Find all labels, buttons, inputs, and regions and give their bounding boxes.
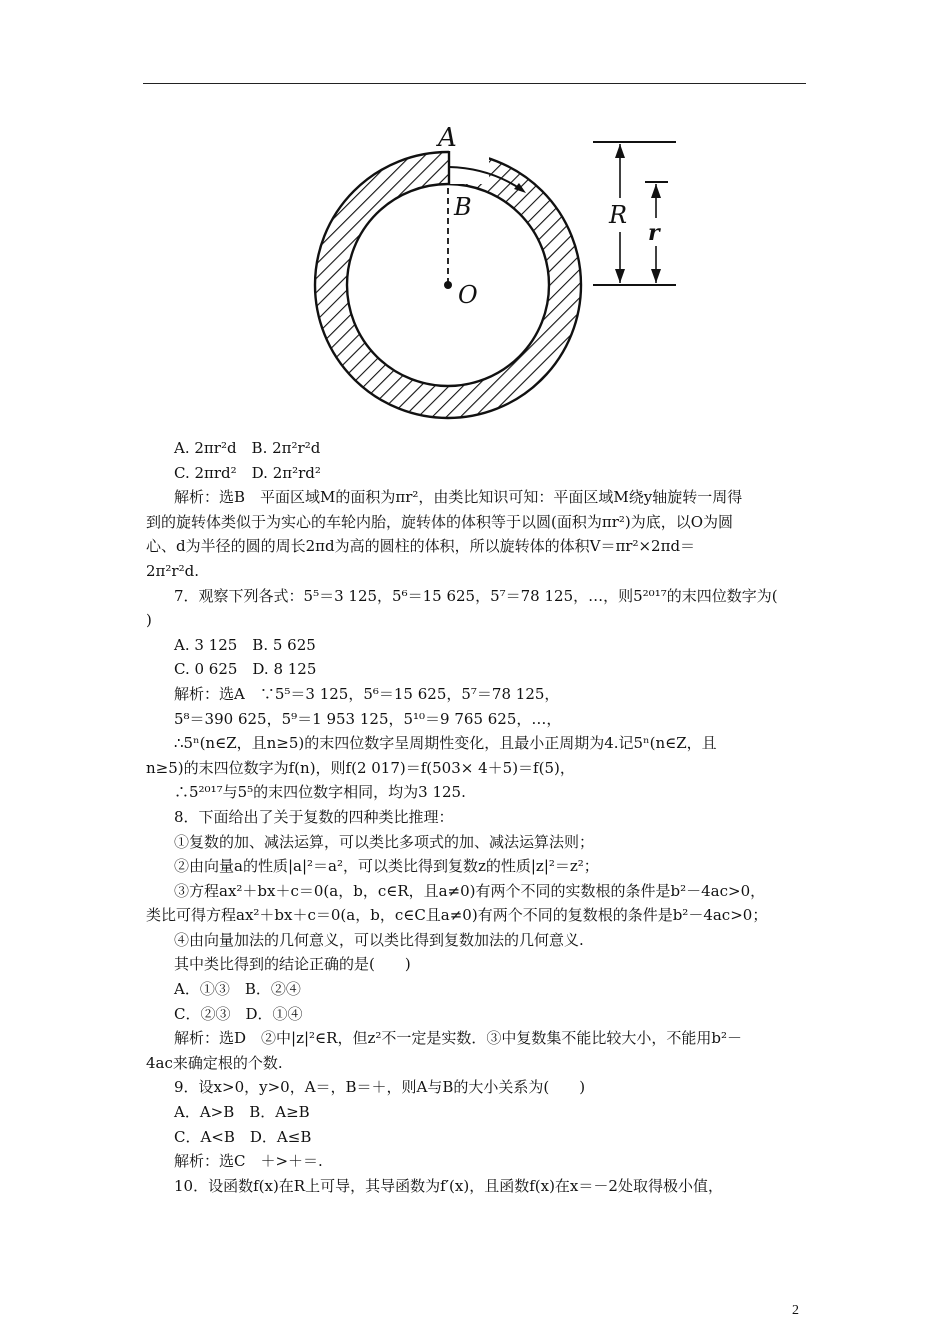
center-point (444, 281, 452, 289)
text-line: 类比可得方程ax²＋bx＋c＝0(a，b，c∈C且a≠0)有两个不同的复数根的条件是b²－4ac>0； (146, 906, 768, 925)
label-r: r (648, 220, 660, 246)
text-line: A. 2πr²d B. 2π²r²d (174, 439, 321, 457)
header-rule (143, 83, 806, 84)
text-line: A．A>B B．A≥B (174, 1103, 310, 1122)
text-line: 5⁸＝390 625，5⁹＝1 953 125，5¹⁰＝9 765 625，…， (174, 709, 562, 728)
text-line: 解析：选B 平面区域M的面积为πr²，由类比知识可知：平面区域M绕y轴旋转一周得 (174, 488, 743, 507)
text-line: ①复数的加、减法运算，可以类比多项式的加、减法运算法则； (174, 832, 595, 851)
text-line: 解析：选D ②中|z|²∈R，但z²不一定是实数．③中复数集不能比较大小，不能用b²－ (174, 1029, 742, 1048)
text-line: A．①③ B．②④ (174, 980, 301, 999)
text-line: C. 0 625 D. 8 125 (174, 660, 317, 679)
text-line: 4ac来确定根的个数. (146, 1053, 283, 1072)
label-O: O (458, 281, 478, 309)
text-line: ) (146, 611, 152, 630)
body-text (146, 436, 806, 1198)
text-line: n≥5)的末四位数字为f(n)，则f(2 017)＝f(503× 4＋5)＝f(5)， (146, 758, 575, 777)
text-line: C．A<B D．A≤B (174, 1127, 312, 1146)
text-line: C．②③ D．①④ (174, 1004, 303, 1023)
page-number: 2 (792, 1303, 799, 1318)
text-line: 心、d为半径的圆的周长2πd为高的圆柱的体积，所以旋转体的体积V＝πr²×2πd＝ (146, 537, 696, 556)
text-line: 到的旋转体类似于为实心的车轮内胎，旋转体的体积等于以圆(面积为πr²)为底，以O为圆 (146, 512, 734, 531)
label-A: A (438, 123, 457, 153)
text-line: A. 3 125 B. 5 625 (174, 635, 316, 654)
text-line: ③方程ax²＋bx＋c＝0(a，b，c∈R，且a≠0)有两个不同的实数根的条件是b²－4ac>0， (174, 881, 766, 900)
text-line: 解析：选C ＋>＋＝. (174, 1152, 323, 1171)
text-line: 2π²r²d. (146, 561, 199, 580)
text-line: 7．观察下列各式：5⁵＝3 125，5⁶＝15 625，5⁷＝78 125，…，则5²⁰¹⁷的末四位数字为( (174, 586, 778, 605)
label-R: R (609, 201, 628, 229)
text-line: 8．下面给出了关于复数的四种类比推理： (174, 807, 454, 826)
label-B: B (454, 193, 472, 221)
text-line: ∴5²⁰¹⁷与5⁵的末四位数字相同，均为3 125. (174, 783, 466, 802)
text-line: 10．设函数f(x)在R上可导，其导函数为f′(x)，且函数f(x)在x＝－2处取得极小值， (174, 1176, 723, 1195)
text-line: 9．设x>0，y>0，A＝，B＝＋，则A与B的大小关系为( ) (174, 1078, 586, 1097)
text-line: ②由向量a的性质|a|²＝a²，可以类比得到复数z的性质|z|²＝z²； (174, 857, 599, 876)
text-line: C. 2πrd² D. 2π²rd² (174, 463, 321, 482)
text-line: 其中类比得到的结论正确的是( ) (174, 955, 411, 974)
torus-cross-section-figure (300, 110, 700, 440)
text-line: ④由向量加法的几何意义，可以类比得到复数加法的几何意义. (174, 930, 584, 949)
text-line: ∴5ⁿ(n∈Z，且n≥5)的末四位数字呈周期性变化，且最小正周期为4.记5ⁿ(n∈Z，且 (174, 734, 717, 753)
text-line: 解析：选A ∵5⁵＝3 125，5⁶＝15 625，5⁷＝78 125， (174, 684, 560, 703)
